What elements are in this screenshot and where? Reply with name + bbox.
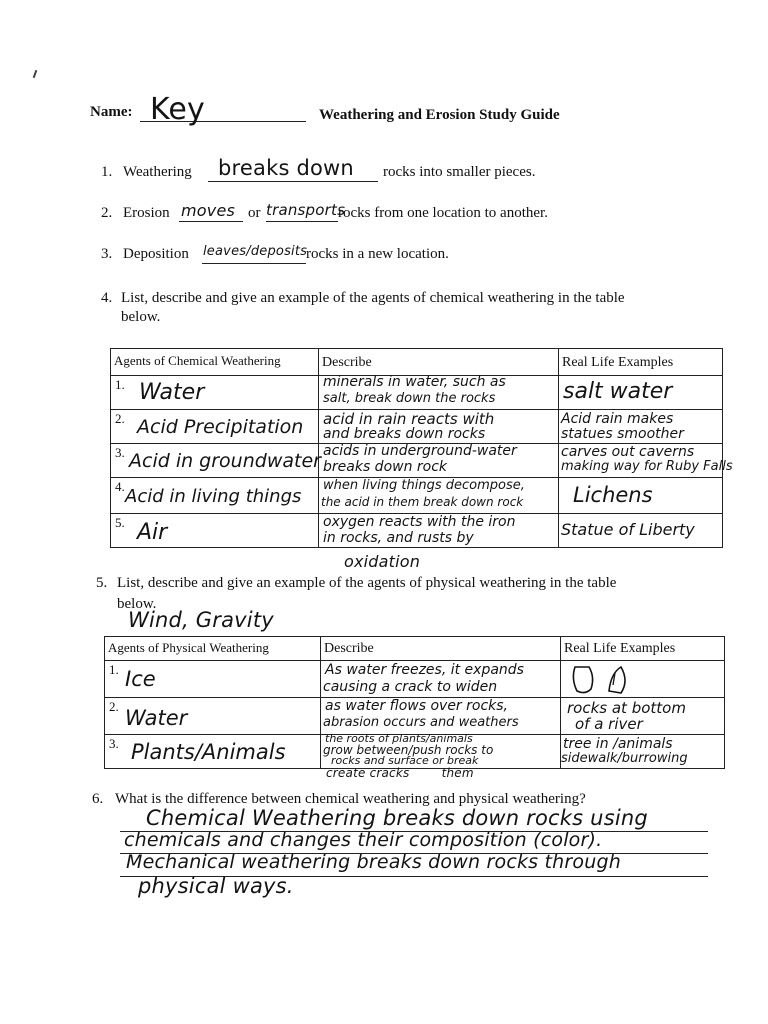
q3-number: 3.	[101, 246, 113, 262]
q6-answer-line: physical ways.	[138, 874, 294, 898]
q6-answer-line: Mechanical weathering breaks down rocks through	[126, 851, 621, 873]
name-value: Key	[150, 92, 205, 127]
q2-number: 2.	[101, 205, 113, 221]
q3-prompt-start: Deposition	[123, 246, 189, 262]
ice-crack-sketch	[561, 661, 725, 698]
q6-answer-line: Chemical Weathering breaks down rocks using	[146, 806, 648, 830]
crack-drawing-icon	[569, 663, 629, 697]
q6-answer-line: chemicals and changes their composition (color).	[124, 829, 603, 851]
q4-row5-overflow: oxidation	[344, 552, 421, 571]
q3-prompt-end: rocks in a new location.	[306, 246, 449, 262]
q4-prompt-line1: List, describe and give an example of the agents of chemical weathering in the table	[121, 290, 625, 306]
table-header: Agents of Chemical Weathering	[111, 349, 319, 376]
table-row: 1. Water minerals in water, such as salt, break down the rocks salt water	[111, 376, 723, 410]
q5-row3-overflow: create cracks them	[326, 766, 474, 780]
q2-prompt-start: Erosion	[123, 205, 170, 221]
q1-answer: breaks down	[218, 156, 354, 180]
table-row: 2. Acid Precipitation acid in rain reacts with and breaks down rocks Acid rain makes statues smoother	[111, 410, 723, 444]
q1-prompt-end: rocks into smaller pieces.	[383, 164, 536, 180]
table-row: 4. Acid in living things when living things decompose, the acid in them break down rock Lichens	[111, 478, 723, 514]
table-row: 2. Water as water flows over rocks, abrasion occurs and weathers rocks at bottom of a river	[105, 698, 725, 735]
q2-answer1-line	[179, 221, 243, 222]
name-label: Name:	[90, 104, 133, 120]
page-title: Weathering and Erosion Study Guide	[319, 107, 560, 123]
table-header: Real Life Examples	[559, 349, 723, 376]
table-row: 3. Plants/Animals the roots of plants/animals grow between/push rocks to rocks and surface or break tree in /animals sidewalk/burrowing	[105, 735, 725, 769]
q5-prompt-line1: List, describe and give an example of the agents of physical weathering in the table	[117, 575, 617, 591]
q3-answer: leaves/deposits	[203, 244, 308, 259]
q4-number: 4.	[101, 290, 113, 306]
q2-answer1: moves	[181, 201, 236, 220]
q6-number: 6.	[92, 791, 104, 807]
q5-note: Wind, Gravity	[128, 608, 274, 632]
q1-number: 1.	[101, 164, 113, 180]
q2-answer2: transports	[266, 201, 346, 219]
q6-question: What is the difference between chemical weathering and physical weathering?	[115, 791, 586, 807]
q4-prompt-line2: below.	[121, 309, 161, 325]
stray-mark	[33, 70, 38, 78]
table-row: 5. Air oxygen reacts with the iron in rocks, and rusts by Statue of Liberty	[111, 514, 723, 548]
q1-prompt-start: Weathering	[123, 164, 192, 180]
table-header: Agents of Physical Weathering	[105, 637, 321, 661]
chemical-weathering-table	[110, 348, 733, 548]
q2-prompt-mid: or	[248, 205, 261, 221]
table-header: Describe	[321, 637, 561, 661]
table-header: Real Life Examples	[561, 637, 725, 661]
q1-answer-line	[208, 181, 378, 182]
q5-number: 5.	[96, 575, 108, 591]
physical-weathering-table	[104, 636, 725, 769]
q2-answer2-line	[266, 221, 338, 222]
q5-prompt-line2: below.	[117, 596, 157, 612]
q2-prompt-end: rocks from one location to another.	[338, 205, 548, 221]
table-row: 3. Acid in groundwater acids in underground-water breaks down rock carves out caverns making way for Ruby Falls	[111, 444, 723, 478]
table-row: 1. Ice As water freezes, it expands causing a crack to widen	[105, 661, 725, 698]
table-header: Describe	[319, 349, 559, 376]
q3-answer-line	[202, 263, 306, 264]
